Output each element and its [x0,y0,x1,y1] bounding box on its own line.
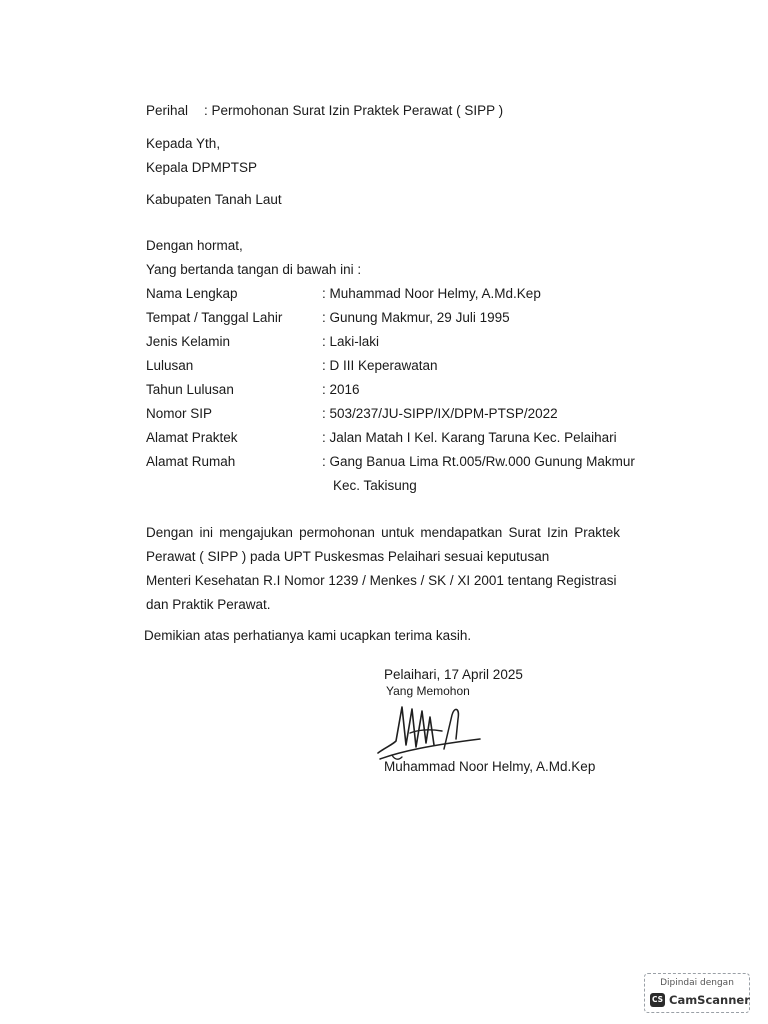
recipient-line-1: Kepada Yth, [146,136,221,151]
intro-line: Yang bertanda tangan di bawah ini : [146,262,362,277]
subject-value: : Permohonan Surat Izin Praktek Perawat ( SIPP ) [204,103,504,118]
body-line-2: Perawat ( SIPP ) pada UPT Puskesmas Pelaihari sesuai keputusan [146,549,550,564]
signer-name: Muhammad Noor Helmy, A.Md.Kep [384,759,596,774]
recipient-line-3: Kabupaten Tanah Laut [146,192,282,207]
signer-role: Yang Memohon [386,684,470,698]
field-value: : Muhammad Noor Helmy, A.Md.Kep [322,286,541,301]
recipient-line-2: Kepala DPMPTSP [146,160,258,175]
field-tempat-tanggal-lahir [146,310,510,325]
subject-line [146,103,503,118]
field-value: : Laki-laki [322,334,380,349]
field-alamat-praktek [146,430,617,445]
camscanner-watermark [644,973,750,1013]
field-value: : 2016 [322,382,360,397]
field-alamat-rumah [146,454,635,469]
field-label: Lulusan [146,358,194,373]
field-label: Alamat Rumah [146,454,236,469]
body-line-3: Menteri Kesehatan R.I Nomor 1239 / Menkes / SK / XI 2001 tentang Registrasi [146,573,617,588]
field-tahun-lulusan [146,382,360,397]
address-continuation: Kec. Takisung [333,478,417,493]
scanner-caption: Dipindai dengan [660,978,734,988]
field-label: Jenis Kelamin [146,334,231,349]
field-lulusan [146,358,438,373]
field-nama-lengkap [146,286,541,301]
camscanner-logo-icon: CS [650,993,665,1007]
field-value: : Jalan Matah I Kel. Karang Taruna Kec. Pelaihari [322,430,617,445]
field-value: : Gunung Makmur, 29 Juli 1995 [322,310,510,325]
place-date: Pelaihari, 17 April 2025 [384,667,523,682]
field-label: Tempat / Tanggal Lahir [146,310,283,325]
field-label: Tahun Lulusan [146,382,234,397]
field-label: Nomor SIP [146,406,213,421]
field-value: : Gang Banua Lima Rt.005/Rw.000 Gunung Makmur [322,454,635,469]
greeting: Dengan hormat, [146,238,243,253]
field-nomor-sip [146,406,558,421]
field-value: : 503/237/JU-SIPP/IX/DPM-PTSP/2022 [322,406,558,421]
field-label: Alamat Praktek [146,430,238,445]
closing-line: Demikian atas perhatianya kami ucapkan terima kasih. [144,628,472,643]
body-line-1: Dengan ini mengajukan permohonan untuk mendapatkan Surat Izin Praktek [146,525,621,540]
subject-label: Perihal [146,103,189,118]
scanner-brand: CamScanner [669,993,750,1007]
field-jenis-kelamin [146,334,379,349]
field-value: : D III Keperawatan [322,358,438,373]
body-line-4: dan Praktik Perawat. [146,597,271,612]
field-label: Nama Lengkap [146,286,238,301]
